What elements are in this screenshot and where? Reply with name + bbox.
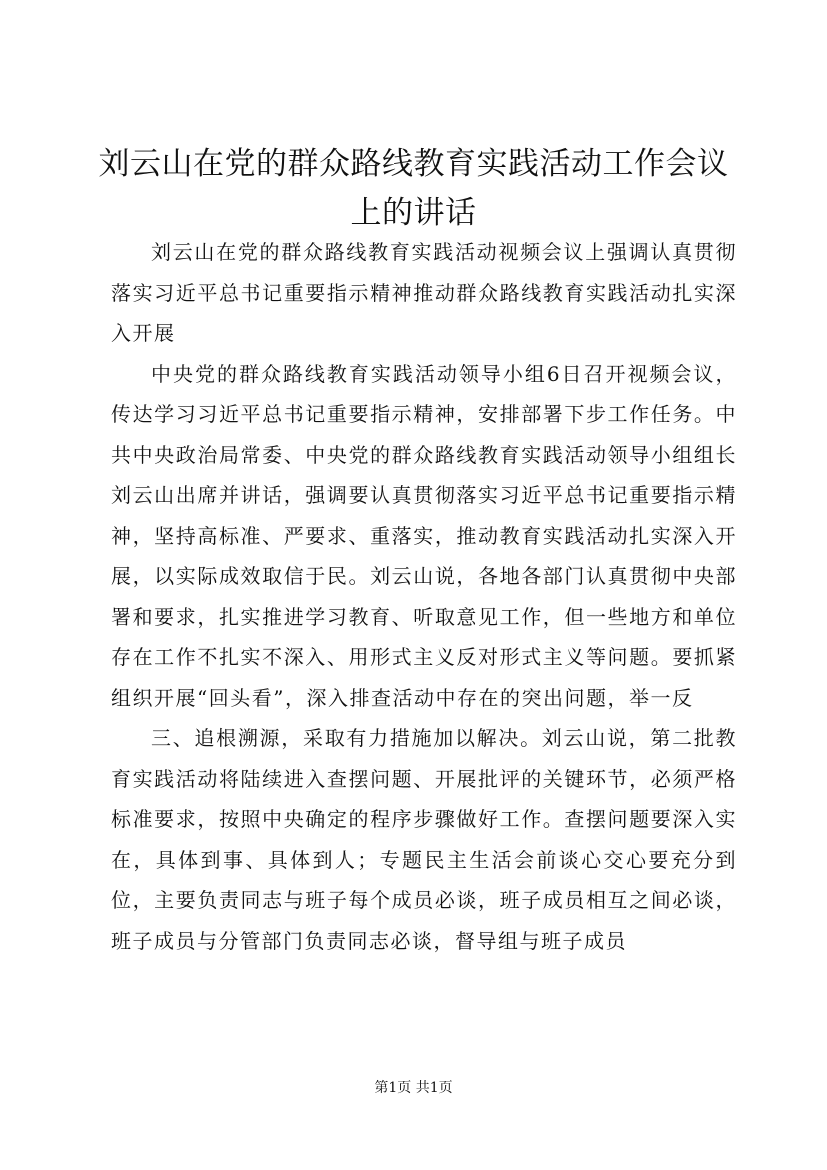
paragraph-2: 中央党的群众路线教育实践活动领导小组6日召开视频会议，传达学习习近平总书记重要指示精神，安排部署下步工作任务。中共中央政治局常委、中央党的群众路线教育实践活动领导小组组长刘云山出席并讲话，强调要认真贯彻落实习近平总书记重要指示精神，坚持高标准、严要求、重落实，推动教育实践活动扎实深入开展，以实际成效取信于民。刘云山说，各地各部门认真贯彻中央部署和要求，扎实推进学习教育、听取意见工作，但一些地方和单位存在工作不扎实不深入、用形式主义反对形式主义等问题。要抓紧组织开展“回头看”，深入排查活动中存在的突出问题，举一反 <box>111 361 737 710</box>
document-body <box>111 232 737 961</box>
page-footer <box>0 1078 827 1098</box>
document-title: 刘云山在党的群众路线教育实践活动工作会议上的讲话 <box>98 146 729 231</box>
page-number: 第1页 共1页 <box>374 1080 453 1096</box>
paragraph-3: 三、追根溯源，采取有力措施加以解决。刘云山说，第二批教育实践活动将陆续进入查摆问题、开展批评的关键环节，必须严格标准要求，按照中央确定的程序步骤做好工作。查摆问题要深入实在，具体到事、具体到人；专题民主生活会前谈心交心要充分到位，主要负责同志与班子每个成员必谈，班子成员相互之间必谈，班子成员与分管部门负责同志必谈，督导组与班子成员 <box>111 726 737 953</box>
paragraph-1: 刘云山在党的群众路线教育实践活动视频会议上强调认真贯彻落实习近平总书记重要指示精神推动群众路线教育实践活动扎实深入开展 <box>111 240 737 345</box>
